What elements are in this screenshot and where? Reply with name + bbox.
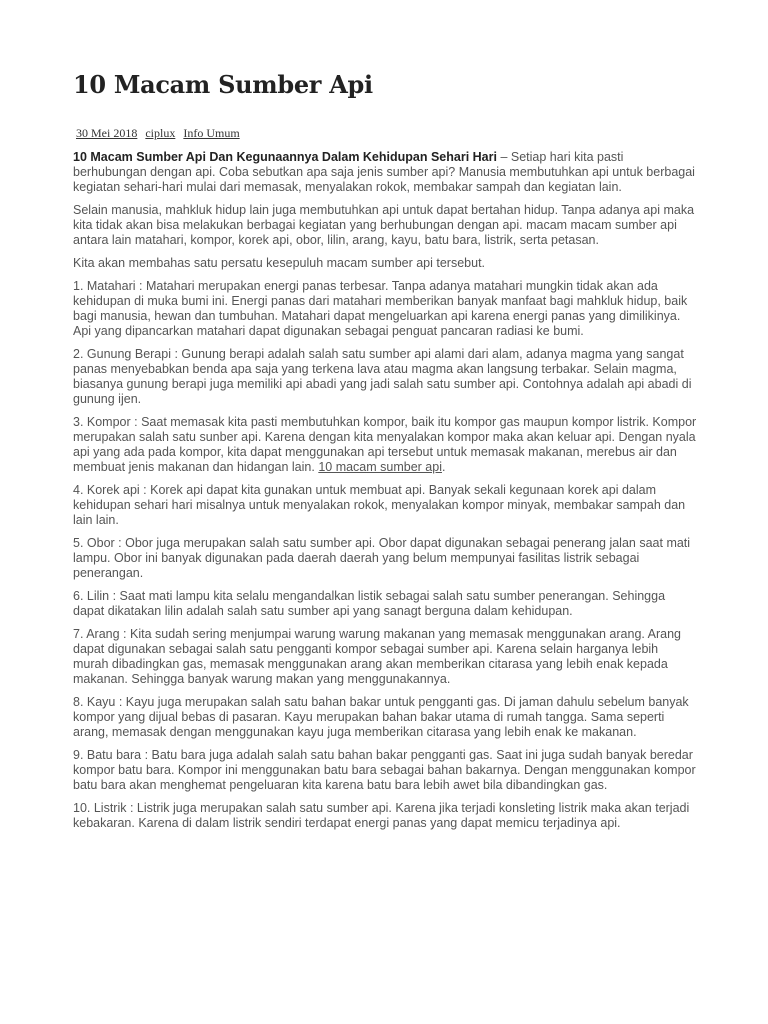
item-kayu: 8. Kayu : Kayu juga merupakan salah satu bahan bakar untuk pengganti gas. Di jaman dahulu sebelum banyak kompor yang dijual bebas di pasaran. Kayu merupakan bahan bakar utama di rumah tangga. Sama seperti arang, memasak dengan menggunakan kayu juga memberikan citarasa yang lebih enak ke makanan. bbox=[73, 695, 689, 739]
item-kompor bbox=[73, 415, 697, 475]
paragraph-3: Kita akan membahas satu persatu kesepuluh macam sumber api tersebut. bbox=[73, 256, 486, 270]
category-link[interactable]: Info Umum bbox=[183, 126, 240, 140]
item-lilin: 6. Lilin : Saat mati lampu kita selalu mengandalkan listik sebagai salah satu sumber penerangan. Sehingga dapat dikatakan lilin adalah salah satu sumber api yang sanagt berguna dalam kehidupan. bbox=[73, 589, 666, 618]
author-link[interactable]: ciplux bbox=[145, 126, 176, 140]
intro-lead: 10 Macam Sumber Api Dan Kegunaannya Dalam Kehidupan Sehari Hari bbox=[73, 150, 497, 164]
article-body bbox=[73, 150, 697, 839]
paragraph-2: Selain manusia, mahkluk hidup lain juga membutuhkan api untuk dapat bertahan hidup. Tanpa adanya api maka kita tidak akan bisa melakukan berbagai kegiatan yang berhubungan dengan api. macam macam sumber api antara lain matahari, kompor, korek api, obor, lilin, arang, kayu, batu bara, listrik, serta petasan. bbox=[73, 203, 695, 247]
item-kompor-text: 3. Kompor : Saat memasak kita pasti membutuhkan kompor, baik itu kompor gas maupun kompor listrik. Kompor merupakan salah satu sunber api. Karena dengan kita menyalakan kompor maka akan keluar api. Dengan nyala api yang ada pada kompor, kita dapat menggunakan api tersebut untuk memasak makanan, merebus air dan membuat jenis makanan dan hidangan lain. bbox=[73, 415, 697, 474]
item-kompor-end: . bbox=[441, 460, 446, 474]
item-arang: 7. Arang : Kita sudah sering menjumpai warung warung makanan yang memasak menggunakan arang. Arang dapat digunakan sebagai salah satu pengganti kompor sebagai sumber api. Karena selain harganya lebih murah dibadingkan gas, memasak menggunakan arang akan memberikan citarasa yang lebih enak kepada makanan. Sehingga banyak warung makan yang menggunakannya. bbox=[73, 627, 682, 686]
intro-paragraph bbox=[73, 150, 697, 195]
post-date-link[interactable]: 30 Mei 2018 bbox=[76, 126, 138, 140]
item-batu-bara: 9. Batu bara : Batu bara juga adalah salah satu bahan bakar pengganti gas. Saat ini juga sudah banyak beredar kompor batu bara. Kompor ini menggunakan batu bara sebagai bahan bakarnya. Dengan menggunakan kompor batu bara akan menghemat pengeluaran kita karena batu bara lebih awet bila dibandingkan gas. bbox=[73, 748, 696, 792]
item-obor: 5. Obor : Obor juga merupakan salah satu sumber api. Obor dapat digunakan sebagai penerang jalan saat mati lampu. Obor ini banyak digunakan pada daerah daerah yang belum mempunyai fasilitas listrik sebagai penerangan. bbox=[73, 536, 691, 580]
sumber-api-link[interactable]: 10 macam sumber api bbox=[318, 460, 442, 474]
article-meta bbox=[76, 126, 245, 141]
item-listrik: 10. Listrik : Listrik juga merupakan salah satu sumber api. Karena jika terjadi konsleting listrik maka akan terjadi kebakaran. Karena di dalam listrik sendiri terdapat energi panas yang dapat memicu terjadinya api. bbox=[73, 801, 690, 830]
item-korek-api: 4. Korek api : Korek api dapat kita gunakan untuk membuat api. Banyak sekali kegunaan korek api dalam kehidupan sehari hari misalnya untuk menyalakan rokok, menyalakan kompor minyak, membakar sampah dan lain lain. bbox=[73, 483, 686, 527]
item-matahari: 1. Matahari : Matahari merupakan energi panas terbesar. Tanpa adanya matahari mungkin tidak akan ada kehidupan di muka bumi ini. Energi panas dari matahari memberikan banyak manfaat bagi mahkluk hidup, baik bagi manusia, hewan dan tumbuhan. Matahari dapat mengeluarkan api karena energi panas yang dimilikinya. Api yang dipancarkan matahari dapat digunakan sebagai penguat pancaran radiasi ke bumi. bbox=[73, 279, 688, 338]
item-gunung-berapi: 2. Gunung Berapi : Gunung berapi adalah salah satu sumber api alami dari alam, adanya magma yang sangat panas menyebabkan benda apa saja yang terkena lava atau magma akan langsung terbakar. Selain magma, biasanya gunung berapi juga memiliki api abadi yang jadi salah satu sumber api. Contohnya adalah api abadi di gunung ijen. bbox=[73, 347, 692, 406]
article-title: 10 Macam Sumber Api bbox=[73, 70, 373, 99]
intro-text: – Setiap hari kita pasti berhubungan dengan api. Coba sebutkan apa saja jenis sumber api? Manusia membutuhkan api untuk berbagai kegiatan sehari-hari mulai dari memasak, menyalakan rokok, membakar sampah dan kegiatan lain. bbox=[73, 150, 695, 194]
